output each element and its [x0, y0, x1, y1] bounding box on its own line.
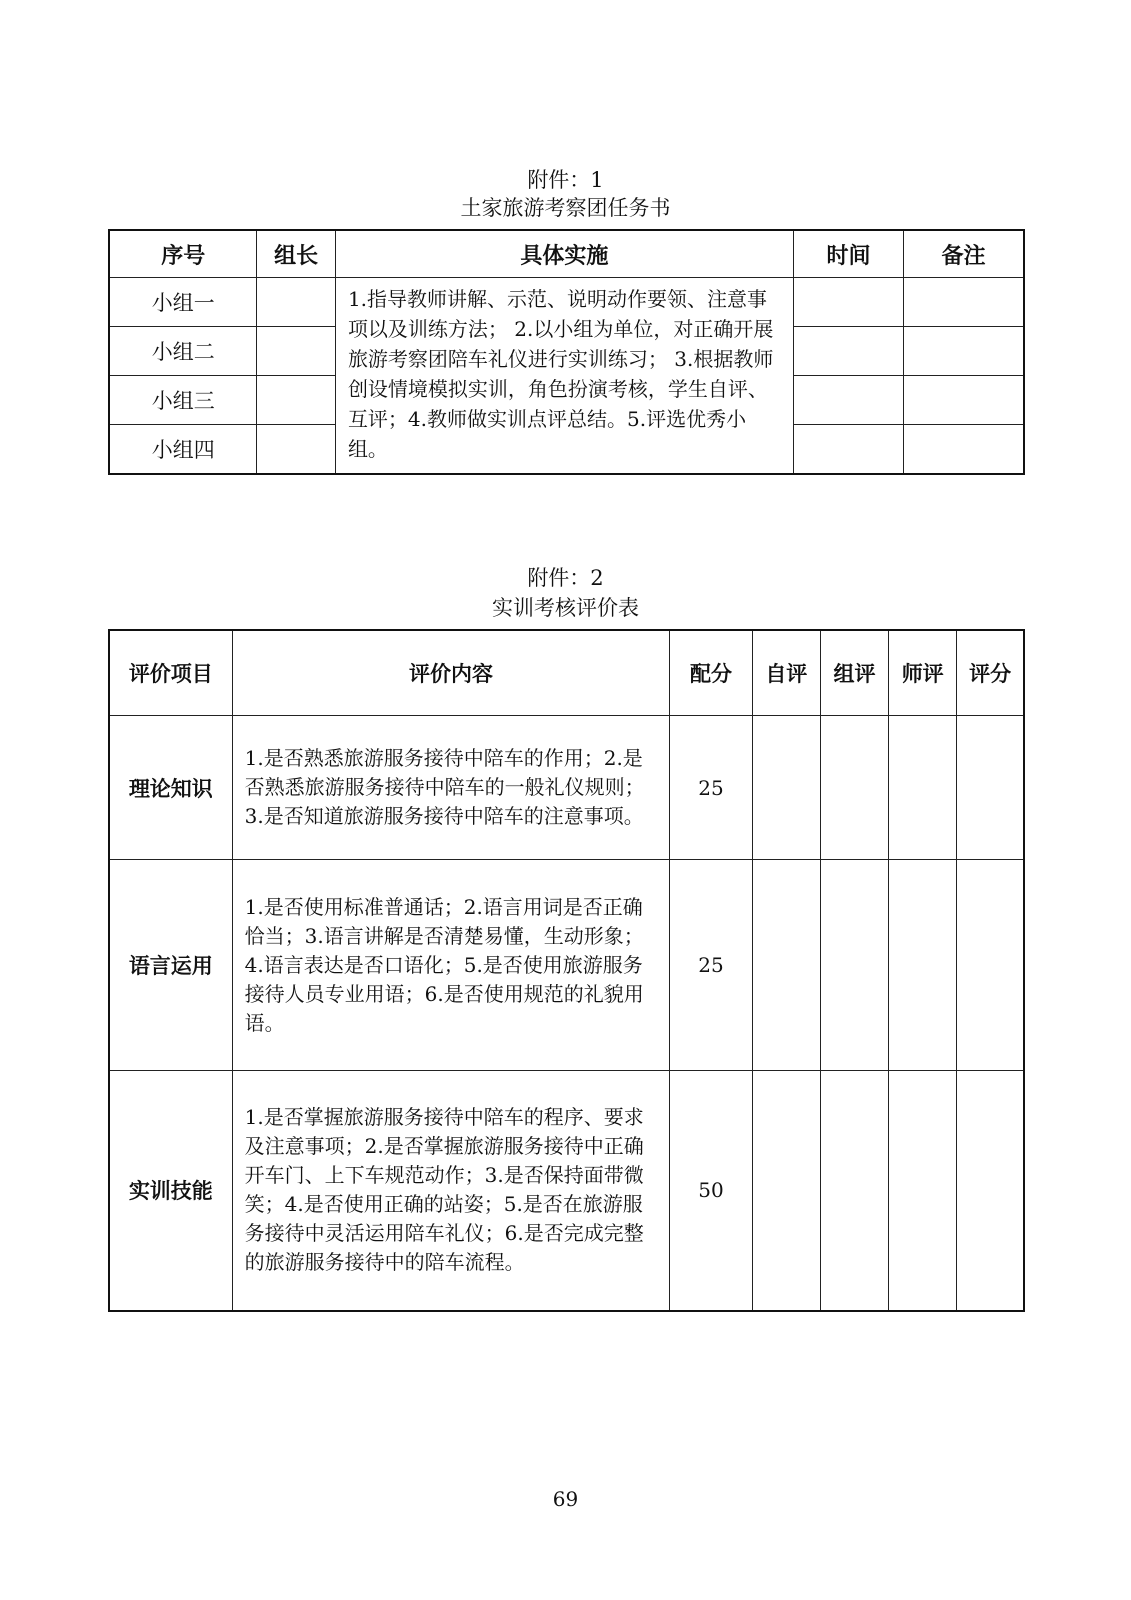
final-score-cell — [957, 716, 1024, 860]
self-eval-cell — [752, 1071, 820, 1311]
self-eval-cell — [752, 860, 820, 1071]
remarks-cell — [904, 425, 1024, 475]
max-score: 50 — [670, 1071, 752, 1311]
leader-cell — [257, 425, 336, 475]
appendix1-title: 土家旅游考察团任务书 — [460, 196, 671, 220]
max-score: 25 — [670, 716, 752, 860]
evaluation-table-header — [109, 630, 1024, 716]
leader-cell — [257, 327, 336, 376]
header-eval-content: 评价内容 — [232, 630, 670, 716]
teacher-eval-cell — [889, 716, 957, 860]
eval-item: 实训技能 — [109, 1071, 232, 1311]
eval-content: 1.是否掌握旅游服务接待中陪车的程序、要求及注意事项；2.是否掌握旅游服务接待中正确开车门、上下车规范动作；3.是否保持面带微笑；4.是否使用正确的站姿；5.是否在旅游服务接待中灵活运用陪车礼仪；6.是否完成完整的旅游服务接待中的陪车流程。 — [232, 1071, 670, 1311]
eval-content: 1.是否使用标准普通话；2.语言用词是否正确恰当；3.语言讲解是否清楚易懂，生动形象；4.语言表达是否口语化；5.是否使用旅游服务接待人员专业用语；6.是否使用规范的礼貌用语。 — [232, 860, 670, 1071]
group-name: 小组二 — [109, 327, 257, 376]
group-name: 小组三 — [109, 376, 257, 425]
table-row — [109, 860, 1024, 1071]
table-row — [109, 716, 1024, 860]
evaluation-table — [108, 629, 1025, 1312]
header-leader: 组长 — [257, 230, 336, 278]
header-teacher-eval: 师评 — [889, 630, 957, 716]
group-name: 小组一 — [109, 278, 257, 327]
remarks-cell — [904, 327, 1024, 376]
task-table — [108, 229, 1025, 475]
time-cell — [793, 327, 903, 376]
header-remarks: 备注 — [904, 230, 1024, 278]
group-eval-cell — [820, 716, 888, 860]
self-eval-cell — [752, 716, 820, 860]
header-max-score: 配分 — [670, 630, 752, 716]
appendix2-title: 实训考核评价表 — [492, 596, 639, 620]
table-row — [109, 278, 1024, 327]
table-row — [109, 1071, 1024, 1311]
remarks-cell — [904, 376, 1024, 425]
teacher-eval-cell — [889, 860, 957, 1071]
final-score-cell — [957, 860, 1024, 1071]
group-eval-cell — [820, 1071, 888, 1311]
leader-cell — [257, 278, 336, 327]
group-name: 小组四 — [109, 425, 257, 475]
leader-cell — [257, 376, 336, 425]
eval-content: 1.是否熟悉旅游服务接待中陪车的作用；2.是否熟悉旅游服务接待中陪车的一般礼仪规则；3.是否知道旅游服务接待中陪车的注意事项。 — [232, 716, 670, 860]
header-serial: 序号 — [109, 230, 257, 278]
header-group-eval: 组评 — [820, 630, 888, 716]
time-cell — [793, 376, 903, 425]
header-final-score: 评分 — [957, 630, 1024, 716]
teacher-eval-cell — [889, 1071, 957, 1311]
group-eval-cell — [820, 860, 888, 1071]
header-implementation: 具体实施 — [335, 230, 793, 278]
task-table-header — [109, 230, 1024, 278]
implementation-content: 1.指导教师讲解、示范、说明动作要领、注意事项以及训练方法； 2.以小组为单位，对正确开展旅游考察团陪车礼仪进行实训练习； 3.根据教师创设情境模拟实训，角色扮演考核，学生自评、互评；4.教师做实训点评总结。5.评选优秀小组。 — [335, 278, 793, 475]
header-time: 时间 — [793, 230, 903, 278]
page-number: 69 — [552, 1487, 579, 1511]
remarks-cell — [904, 278, 1024, 327]
header-eval-item: 评价项目 — [109, 630, 232, 716]
time-cell — [793, 425, 903, 475]
time-cell — [793, 278, 903, 327]
eval-item: 理论知识 — [109, 716, 232, 860]
appendix2-label: 附件：2 — [527, 566, 604, 590]
final-score-cell — [957, 1071, 1024, 1311]
eval-item: 语言运用 — [109, 860, 232, 1071]
header-self-eval: 自评 — [752, 630, 820, 716]
max-score: 25 — [670, 860, 752, 1071]
appendix1-label: 附件：1 — [527, 168, 604, 192]
